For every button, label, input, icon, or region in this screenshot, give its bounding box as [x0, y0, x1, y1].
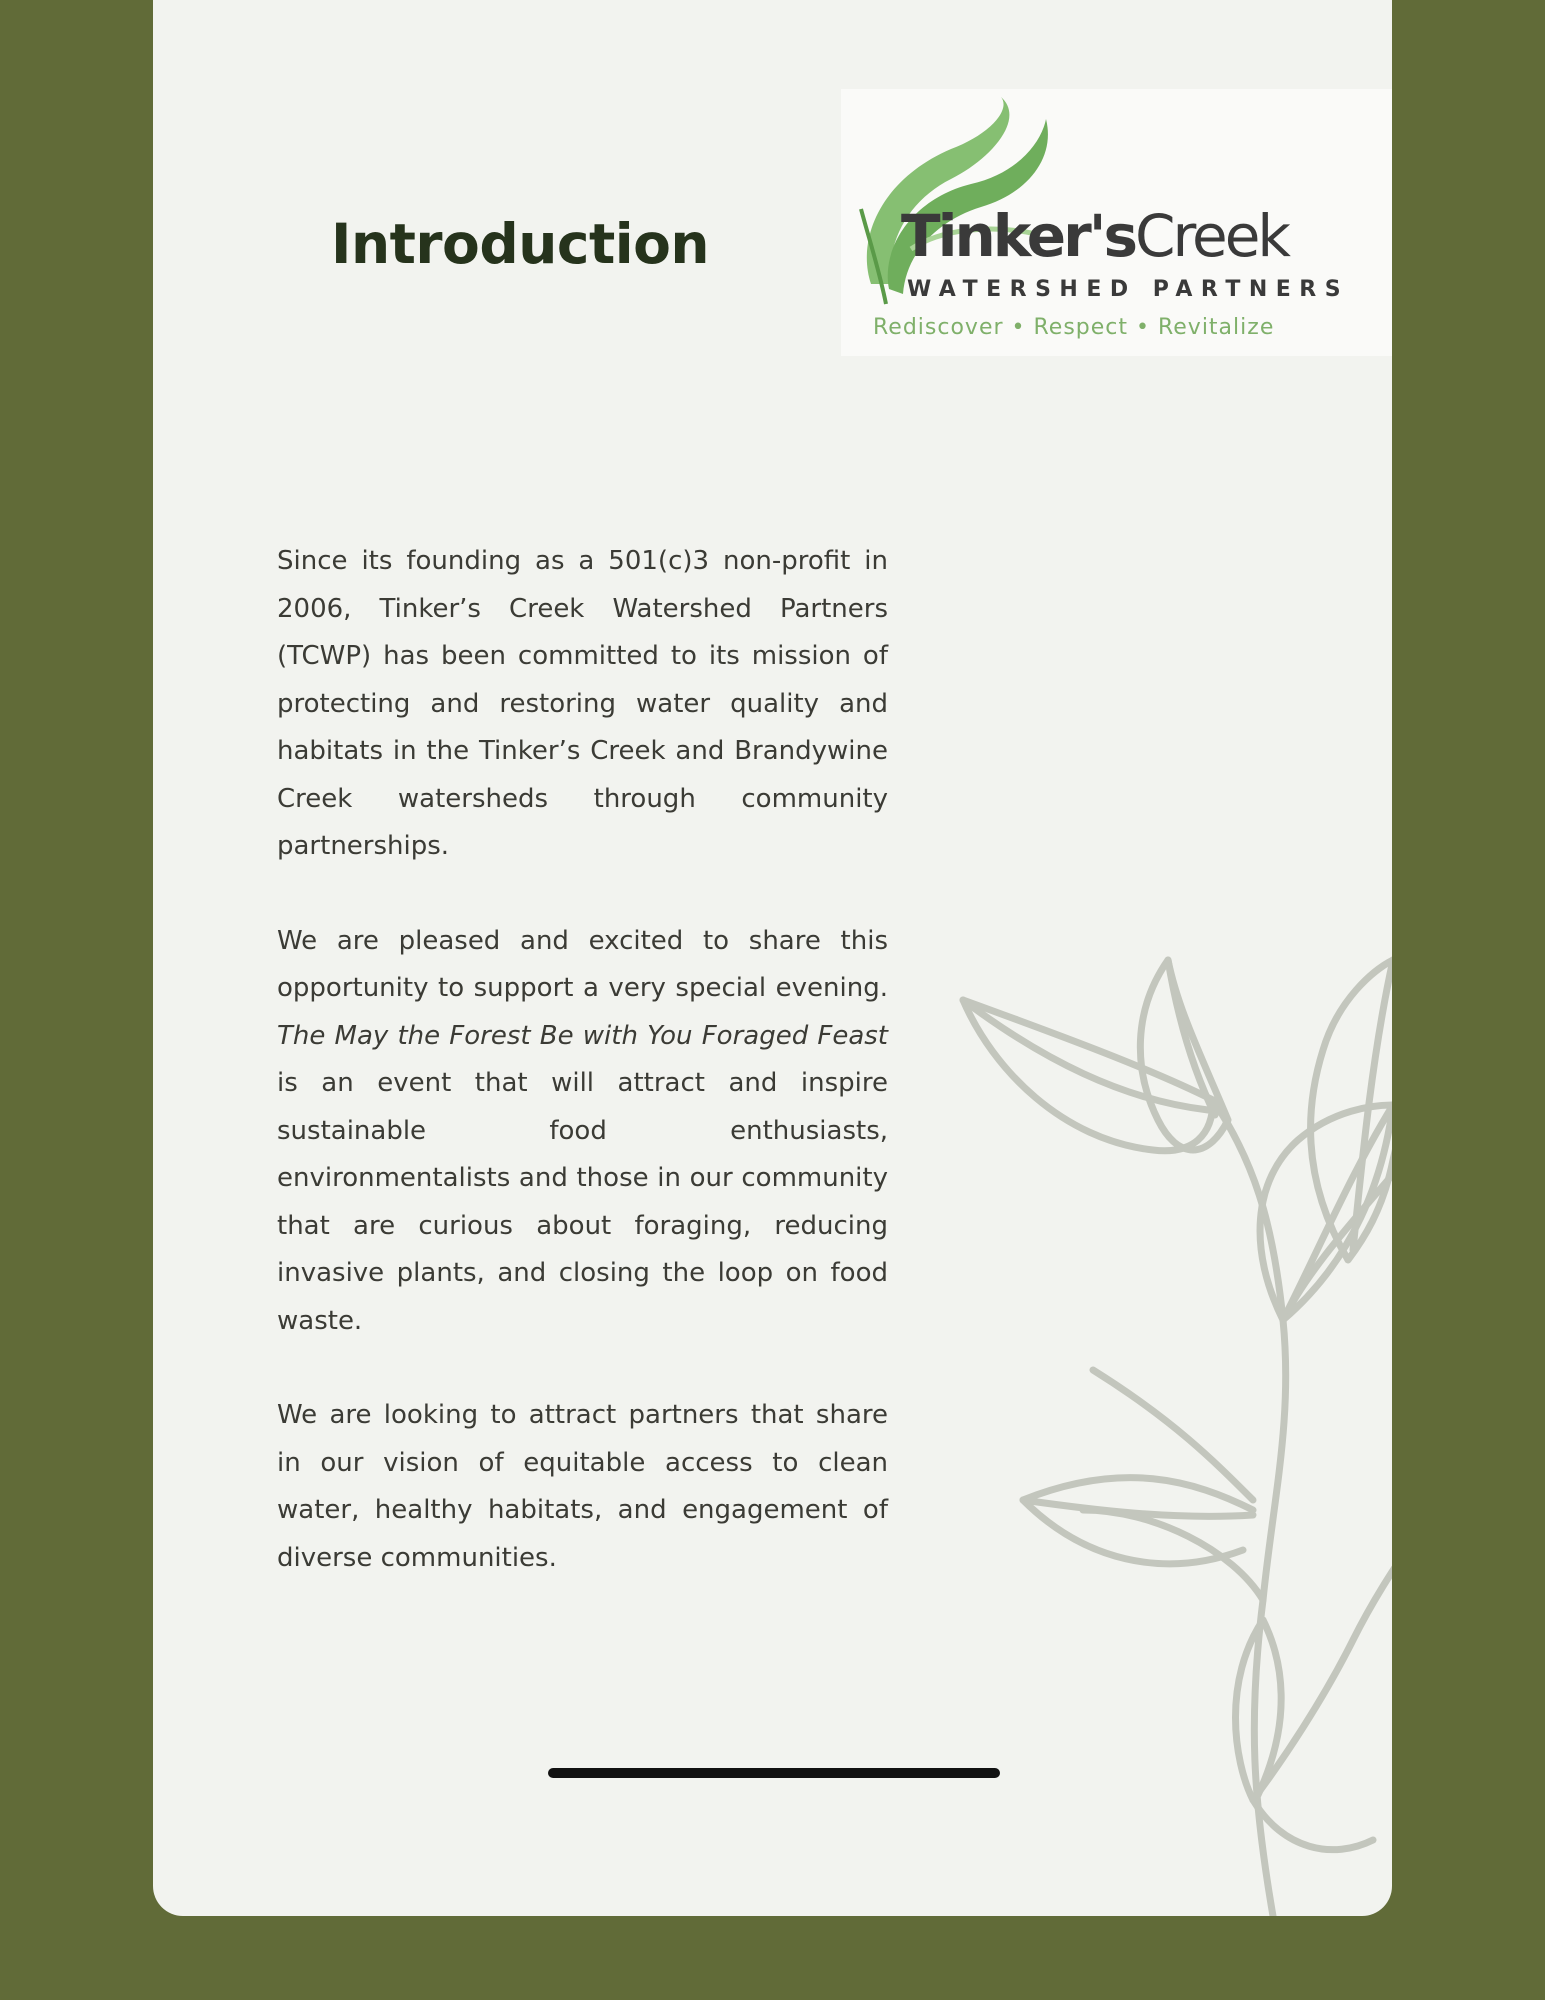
leaf-branch-icon: [953, 900, 1392, 1916]
event-description: is an event that will attract and inspire sustainable food enthusiasts, environmentalists and those in our community that are curious about foraging, reducing invasive plants, and closing the loop on food waste.: [277, 1068, 888, 1336]
organization-logo: [841, 89, 1392, 356]
event-name: The May the Forest Be with You Foraged Feast: [277, 1020, 888, 1051]
logo-wordmark: Tinker'sCreek: [901, 202, 1289, 270]
logo-tagline: Rediscover • Respect • Revitalize: [873, 315, 1275, 340]
page-title: Introduction: [331, 212, 710, 276]
page-card: [153, 0, 1392, 1916]
paragraph-event: [277, 918, 888, 1346]
introduction-body: [277, 538, 888, 1629]
paragraph-partners: We are looking to attract partners that share in our vision of equitable access to clean water, healthy habitats, and engagement of diverse communities.: [277, 1400, 888, 1573]
logo-subtitle: WATERSHED PARTNERS: [907, 277, 1350, 302]
divider-bar: [548, 1768, 1000, 1778]
event-intro: We are pleased and excited to share this opportunity to support a very special evening.: [277, 925, 888, 1003]
paragraph-mission: Since its founding as a 501(c)3 non-profit in 2006, Tinker’s Creek Watershed Partners (TCWP) has been committed to its mission of protecting and restoring water quality and habitats in the Tinker’s Creek and Brandywine Creek watersheds through community partnerships.: [277, 546, 888, 861]
